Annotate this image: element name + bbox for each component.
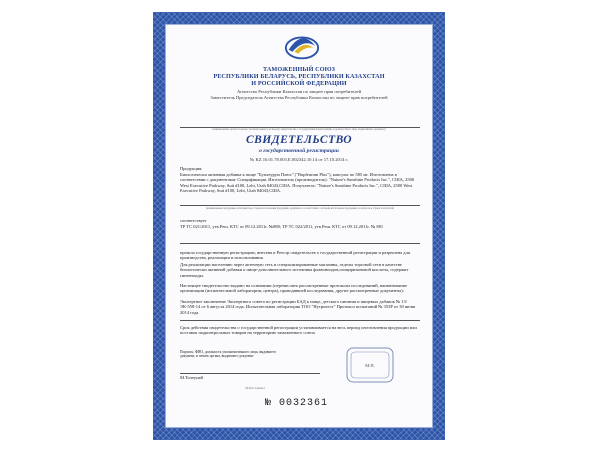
product-caption: (наименование продукции, изготовитель и страна изготовления продукции, документ, в соответствии с которым изготовлена продукция, получатель и страна получателя)	[206, 207, 394, 210]
divider	[180, 320, 420, 321]
registration-paragraph: прошла государственную регистрацию, внесена в Реестр свидетельств о государственной регистрации и разрешена для производства, реализации и использования	[180, 250, 410, 261]
seal-label: М.П.	[365, 363, 375, 368]
expert-paragraph: Экспертное заключение Экспертного совета по регистрации БАД к пище, детского питания и пищевых добавок № 13/ЭК-558-14 от 6 августа 2014 года. Испытательная лаборатория ТОО "Нутритест" Протокол испытаний № 353Р от 30 июня 2014 года.	[180, 299, 416, 315]
customs-union-emblem-icon	[283, 27, 321, 65]
usage-paragraph: Для реализации населению через аптечную сеть и специализированные магазины, отделы торговой сети в качестве биологически активной добавки к пище-дополнительного источника флавоноидов,глициризиновой кислоты, содержит гинзеноиды.	[180, 262, 409, 278]
header-line-3: И РОССИЙСКОЙ ФЕДЕРАЦИИ	[251, 80, 347, 87]
certificate-subtitle: о государственной регистрации	[259, 148, 339, 154]
divider	[180, 243, 420, 244]
deputy-title: Заместитель Председателя Агентства Республики Казахстан по защите прав потребителей	[210, 95, 388, 100]
organ-caption: (наименование органа Стороны, уполномоченного на выдачу свидетельства о государственной регистрации, и должностного лица, подписавшего документ)	[212, 128, 386, 131]
header-line-1: ТАМОЖЕННЫЙ СОЮЗ	[262, 66, 336, 73]
product-label: Продукция:	[180, 166, 203, 171]
signature-stamp-caption: (Ф.И.О. подпись)	[245, 387, 265, 390]
serial-number: № 0032361	[265, 398, 329, 409]
signature-caption: Подпись, ФИО, должность уполномоченного лица, выдавшего документ, и печать органа, выдавшего документ	[180, 350, 277, 359]
validity-paragraph: Срок действия свидетельства о государственной регистрации устанавливается на весь период изготовления продукции или поставок подконтрольных товаров на территорию таможенного союза	[180, 325, 417, 336]
certificate-title: СВИДЕТЕЛЬСТВО	[245, 134, 353, 146]
signatory-name: М.Толеупай	[180, 375, 203, 380]
basis-paragraph: Настоящее свидетельство выдано на основании (перечислить рассмотренные протоколы исследований, наименование организации (испытательной лаборатории, центра), проводившей исследования, другие рассмотренные документы):	[180, 283, 408, 294]
compliance-text: ТР ТС 021/2011, утв.Реш. КТС от 09.12.2011г. №880; ТР ТС 022/2011, утв.Реш. КТС от 09.12.2011г. № 881	[180, 224, 384, 229]
registration-number: № KZ.16.01.78.003.Е.002342.10.14 от 17.10.2014 г.	[249, 157, 349, 162]
header-line-2: РЕСПУБЛИКИ БЕЛАРУСЬ, РЕСПУБЛИКИ КАЗАХСТАН	[213, 73, 385, 80]
signature-line	[180, 373, 320, 374]
agency-name: Агентство Республики Казахстан по защите прав потребителей	[236, 89, 362, 94]
divider	[180, 205, 420, 206]
product-description: Биологически активная добавка к пище "Буплеурум Плюс" ("Bupleurum Plus"), капсулы по 585 мг. Изготовлена в соответствии с документами: Спецификация. Изготовитель (производитель): "Nature's Sunshine Products Inc.", США, 2500 West Executive Parkway, Suit #100, Lehi, Utah 84043,США. Получатель: "Nature's Sunshine Products Inc.", США, 2500 West Executive Parkway, Suit #100, Lehi, Utah 84043,США.	[180, 172, 415, 193]
compliance-label: соответствует	[180, 218, 207, 223]
